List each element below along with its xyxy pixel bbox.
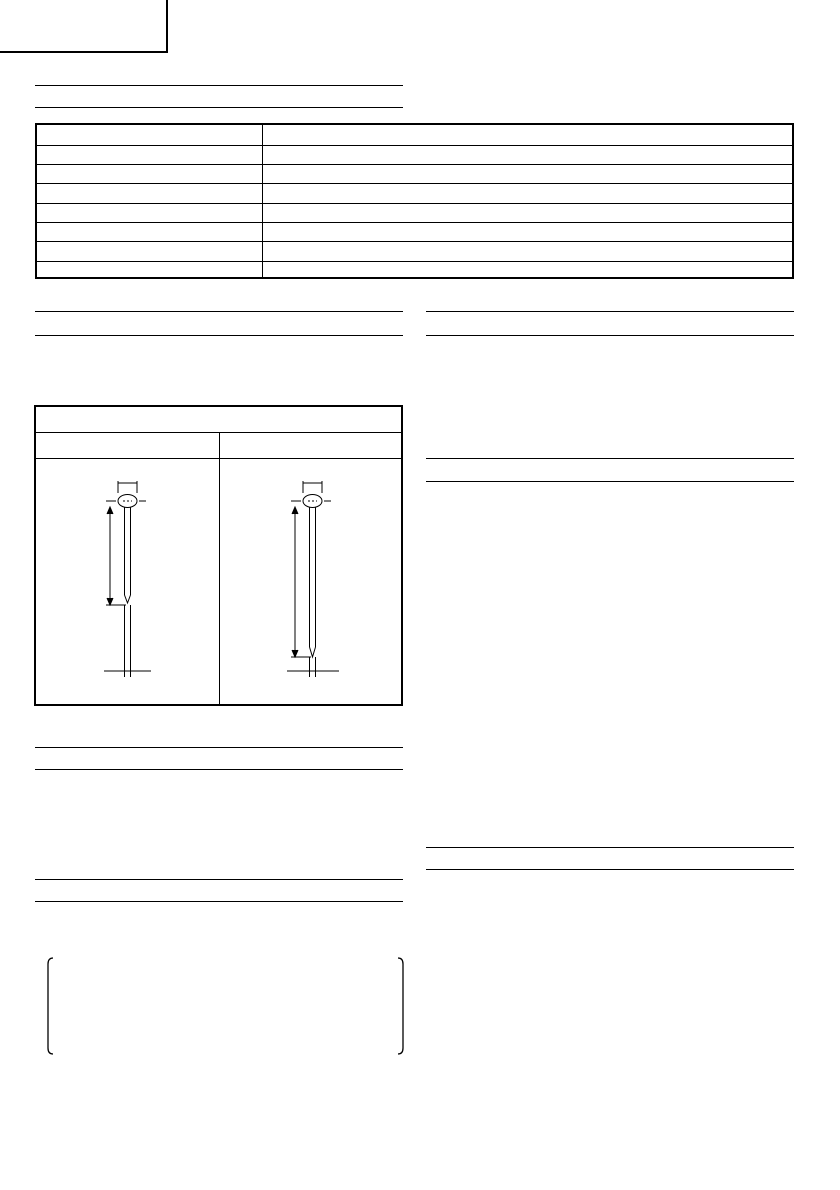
section-rule-bottom	[426, 481, 794, 482]
specifications-table	[35, 123, 794, 279]
section-rule-top	[426, 458, 794, 459]
section-rule-bottom	[35, 769, 403, 770]
section-rule-top	[35, 747, 403, 748]
section-rule-bottom	[426, 869, 794, 870]
section-rule-top	[426, 311, 794, 312]
table-row-divider	[37, 222, 792, 223]
nail-figure-column-divider	[219, 432, 220, 704]
table-row-divider	[37, 145, 792, 146]
section-rule-bottom	[426, 335, 794, 336]
section-rule-bottom	[35, 901, 403, 902]
table-row-divider	[37, 261, 792, 262]
nail-figure-box	[34, 405, 403, 706]
table-row-divider	[37, 183, 792, 184]
section-rule-top	[35, 879, 403, 880]
table-column-divider	[262, 125, 263, 277]
table-row-divider	[37, 241, 792, 242]
section-rule-top	[35, 85, 403, 86]
bracketed-note-frame	[47, 956, 404, 1056]
section-rule-top	[426, 847, 794, 848]
table-row-divider	[37, 164, 792, 165]
section-rule-bottom	[35, 107, 403, 108]
section-rule-bottom	[35, 335, 403, 336]
short-nail-diagram	[96, 477, 166, 677]
long-nail-diagram	[281, 477, 351, 677]
section-rule-top	[35, 311, 403, 312]
language-tab	[0, 0, 168, 53]
table-row-divider	[37, 203, 792, 204]
